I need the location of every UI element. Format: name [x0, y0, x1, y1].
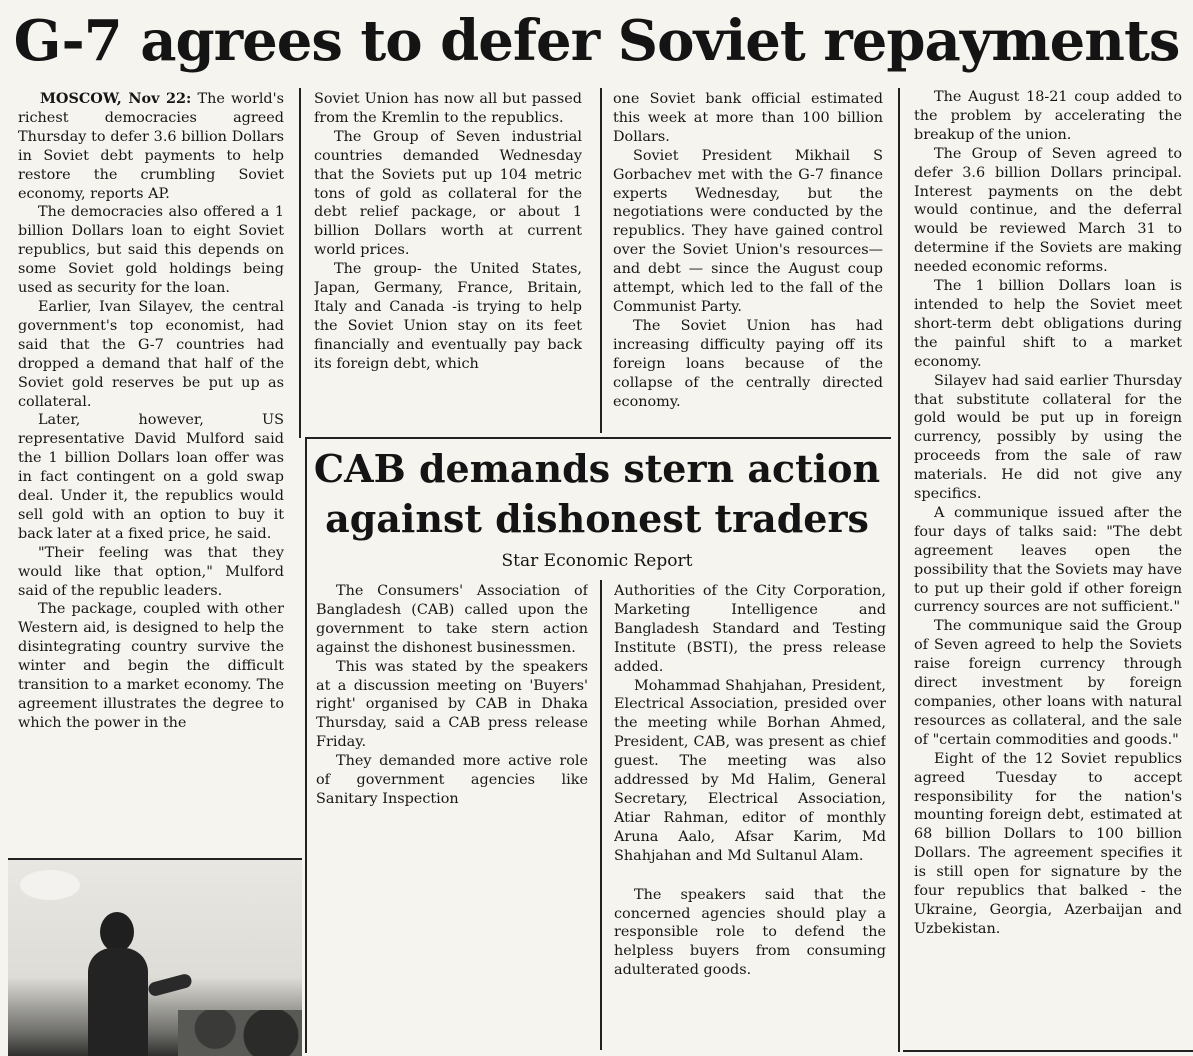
- paragraph: [18, 90, 284, 203]
- main-story-column-4: [914, 88, 1182, 1050]
- paragraph: They demanded more active role of government agencies like Sanitary Inspection: [316, 753, 588, 807]
- paragraph: The 1 billion Dollars loan is intended to help the Soviet meet short-term debt obligations during the painful shift to a market economy.: [914, 278, 1182, 370]
- cab-headline: [305, 444, 889, 544]
- byline: Star Economic Report: [501, 551, 693, 571]
- paragraph-text: The world's richest democracies agreed Thursday to defer 3.6 billion Dollars in Soviet debt payments to help restore the crumbling Soviet economy, reports AP.: [18, 91, 284, 202]
- cab-story-column-2: [614, 582, 886, 1048]
- column-rule: [299, 88, 301, 438]
- paragraph: The Group of Seven agreed to defer 3.6 billion Dollars principal. Interest payments on the debt would continue, and the deferral would be reviewed March 31 to determine if the Soviets are making needed economic reforms.: [914, 145, 1182, 276]
- paragraph: The democracies also offered a 1 billion Dollars loan to eight Soviet republics, but said this depends on some Soviet gold holdings being used as security for the loan.: [18, 204, 284, 297]
- main-headline: G-7 agrees to defer Soviet repayments: [13, 8, 1180, 74]
- cab-headline-line-2: against dishonest traders: [325, 496, 869, 541]
- photo-glare: [20, 870, 80, 900]
- bottom-rule: [903, 1050, 1193, 1052]
- cab-headline-line-1: CAB demands stern action: [313, 446, 881, 491]
- paragraph: The package, coupled with other Western aid, is designed to help the disintegrating country survive the winter and begin the difficult transition to a market economy. The agreement illustrates the degree to which the power in the: [18, 601, 284, 731]
- paragraph: The group- the United States, Japan, Germany, France, Britain, Italy and Canada -is trying to help the Soviet Union stay on its feet financially and eventually pay back its foreign debt, which: [314, 261, 582, 372]
- speaker-figure-head: [100, 912, 134, 952]
- paragraph: The Consumers' Association of Bangladesh (CAB) called upon the government to take stern action against the dishonest businessmen.: [316, 583, 588, 656]
- column-rule: [898, 88, 900, 1052]
- paragraph: The speakers said that the concerned agencies should play a responsible role to defend the helpless buyers from consuming adulterated goods.: [614, 886, 886, 979]
- speaker-figure-body: [88, 948, 148, 1056]
- paragraph: The August 18-21 coup added to the problem by accelerating the breakup of the union.: [914, 89, 1182, 143]
- paragraph: Silayev had said earlier Thursday that substitute collateral for the gold would be put up in foreign currency, possibly by using the proceeds from the sale of raw materials. He did not give any specifics.: [914, 372, 1182, 503]
- column-rule: [600, 88, 602, 433]
- paragraph: one Soviet bank official estimated this week at more than 100 billion Dollars.: [613, 91, 883, 145]
- paragraph: Authorities of the City Corporation, Marketing Intelligence and Bangladesh Standard and Testing Institute (BSTI), the press release added.: [614, 583, 886, 675]
- main-story-column-2: [314, 90, 582, 432]
- cab-story-column-1: [316, 582, 588, 850]
- paragraph: The Soviet Union has had increasing difficulty paying off its foreign loans because of the collapse of the centrally directed economy.: [613, 317, 883, 410]
- main-story-column-3: [613, 90, 883, 432]
- paragraph: Soviet Union has now all but passed from the Kremlin to the republics.: [314, 91, 582, 126]
- main-story-column-1: [18, 90, 284, 850]
- column-rule: [600, 580, 602, 1050]
- paragraph: Earlier, Ivan Silayev, the central government's top economist, had said that the G-7 countries had dropped a demand that half of the Soviet gold reserves be put up as collateral.: [18, 298, 284, 410]
- dateline: MOSCOW, Nov 22:: [40, 90, 192, 107]
- audience-area: [178, 1010, 302, 1056]
- paragraph: A communique issued after the four days of talks said: "The debt agreement leaves open the possibility that the Soviets may have to put up their gold if other foreign currency sources are not sufficient.": [914, 504, 1182, 616]
- speaker-figure-arm: [147, 973, 193, 998]
- paragraph: The communique said the Group of Seven agreed to help the Soviets raise foreign currency through direct investment by foreign companies, other loans with natural resources as collateral, and the sale of "certain commodities and goods.": [914, 618, 1182, 748]
- paragraph: The Group of Seven industrial countries demanded Wednesday that the Soviets put up 104 metric tons of gold as collateral for the debt relief package, or about 1 billion Dollars worth at current world prices.: [314, 128, 582, 259]
- paragraph: Later, however, US representative David Mulford said the 1 billion Dollars loan offer was in fact contingent on a gold swap deal. Under it, the republics would sell gold with an option to buy it back later at a fixed price, he said.: [18, 412, 284, 542]
- paragraph: This was stated by the speakers at a discussion meeting on 'Buyers' right' organised by CAB in Dhaka Thursday, said a CAB press release Friday.: [316, 658, 588, 751]
- paragraph: "Their feeling was that they would like that option," Mulford said of the republic leaders.: [18, 544, 284, 599]
- news-photo: [8, 858, 302, 1056]
- paragraph: Mohammad Shahjahan, President, Electrical Association, presided over the meeting while Borhan Ahmed, President, CAB, was present as chief guest. The meeting was also addressed by Md Halim, General Secretary, Electrical Association, Atiar Rahman, editor of monthly Aruna Aalo, Afsar Karim, Md Shahjahan and Md Sultanul Alam.: [614, 677, 886, 864]
- paragraph: Soviet President Mikhail S Gorbachev met with the G-7 finance experts Wednesday, but the negotiations were conducted by the republics. They have gained control over the Soviet Union's resources— and debt — since the August coup attempt, which led to the fall of the Communist Party.: [613, 147, 883, 315]
- paragraph: Eight of the 12 Soviet republics agreed Tuesday to accept responsibility for the nation's mounting foreign debt, estimated at 68 billion Dollars to 100 billion Dollars. The agreement specifies it is still open for signature by the four republics that balked - the Ukraine, Georgia, Azerbaijan and Uzbekistan.: [914, 750, 1182, 937]
